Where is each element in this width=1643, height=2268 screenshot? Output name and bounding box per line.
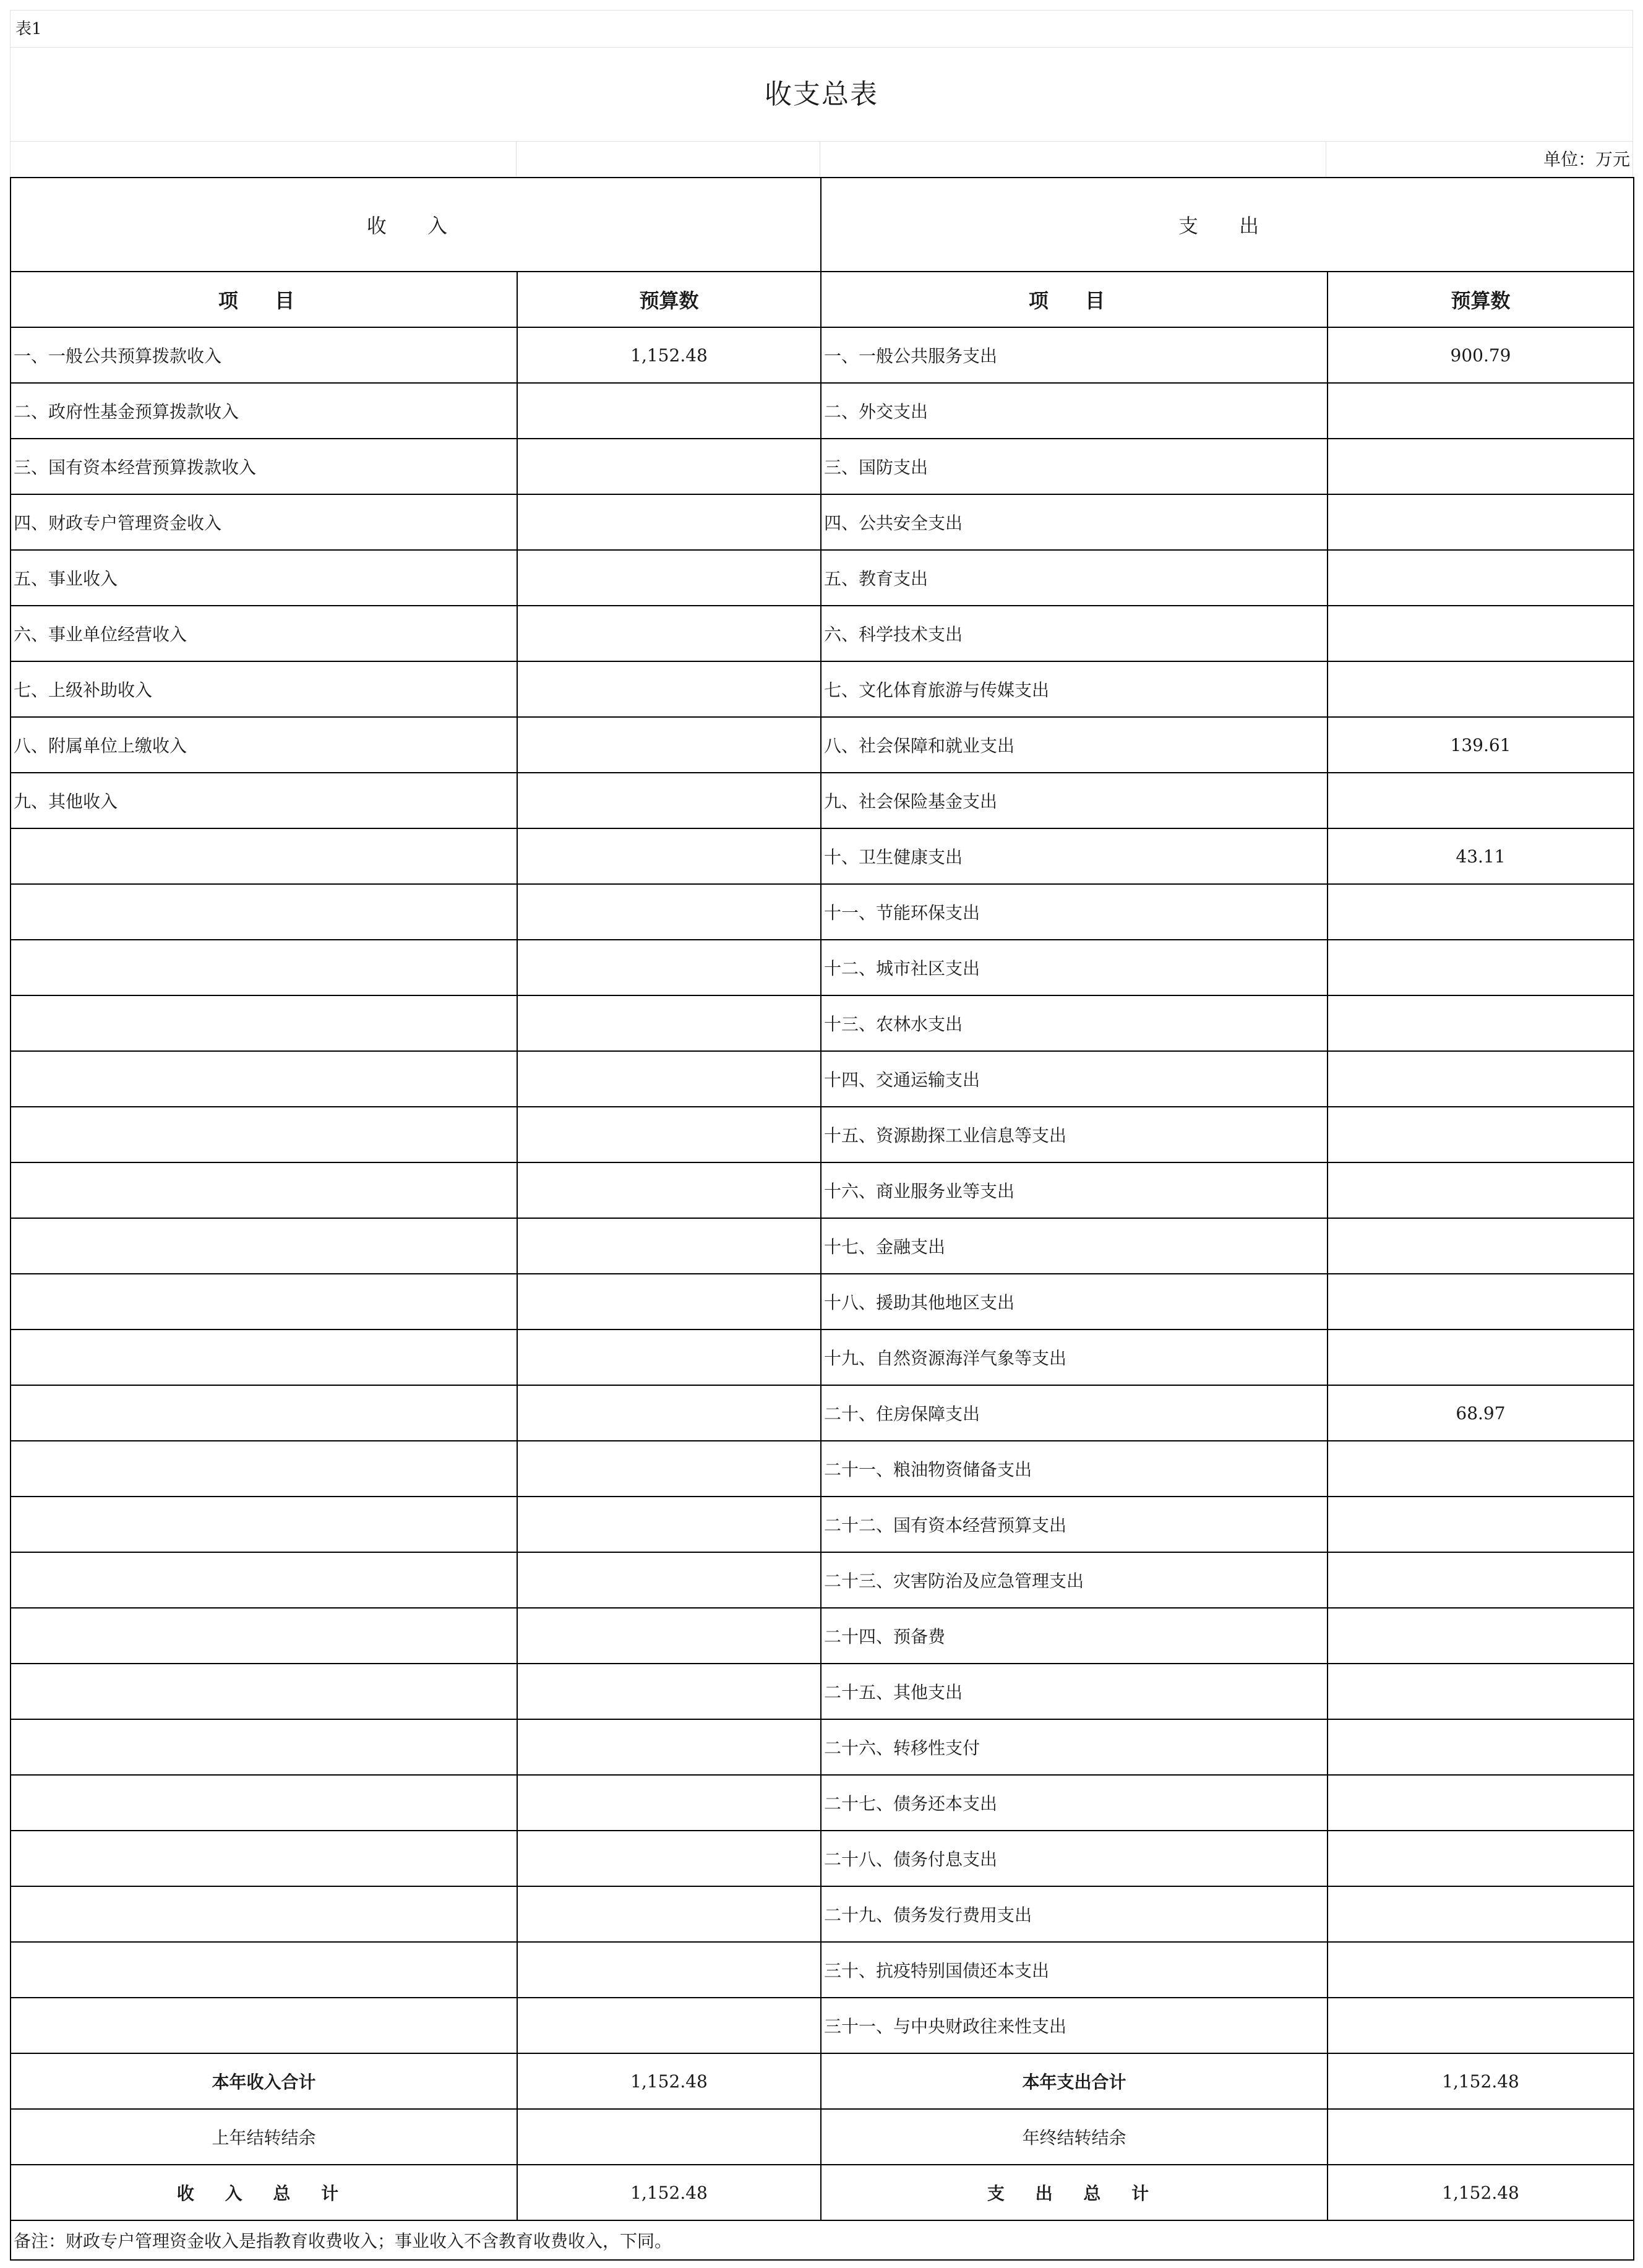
income-carryover-amount <box>517 2109 821 2165</box>
income-amount <box>517 1608 821 1664</box>
table-row <box>11 717 1634 773</box>
income-item: 六、事业单位经营收入 <box>11 606 517 661</box>
expense-amount <box>1328 606 1634 661</box>
expense-item: 五、教育支出 <box>821 550 1328 606</box>
expense-item: 十七、金融支出 <box>821 1218 1328 1274</box>
income-amount <box>517 1385 821 1441</box>
table-row <box>11 1886 1634 1942</box>
income-item <box>11 1831 517 1886</box>
income-amount <box>517 1218 821 1274</box>
income-amount <box>517 1775 821 1831</box>
unit-label: 单位：万元 <box>1543 149 1630 170</box>
income-item <box>11 884 517 940</box>
expense-amount <box>1328 494 1634 550</box>
header-income-item: 项 目 <box>11 272 517 327</box>
income-amount <box>517 383 821 439</box>
expense-amount <box>1328 1775 1634 1831</box>
income-item <box>11 1552 517 1608</box>
expense-year-total-label: 本年支出合计 <box>821 2053 1328 2109</box>
income-amount <box>517 494 821 550</box>
table-row <box>11 661 1634 717</box>
table-row <box>11 1274 1634 1329</box>
expense-amount <box>1328 1497 1634 1552</box>
income-amount <box>517 1886 821 1942</box>
income-item: 五、事业收入 <box>11 550 517 606</box>
expense-item: 十六、商业服务业等支出 <box>821 1162 1328 1218</box>
income-item <box>11 995 517 1051</box>
expense-item: 二十四、预备费 <box>821 1608 1328 1664</box>
income-item <box>11 828 517 884</box>
expense-amount <box>1328 1608 1634 1664</box>
income-amount <box>517 940 821 995</box>
column-header-row <box>11 272 1634 327</box>
income-grand-total-amount: 1,152.48 <box>517 2165 821 2220</box>
expense-grand-total-amount: 1,152.48 <box>1328 2165 1634 2220</box>
spreadsheet <box>10 10 1633 2261</box>
expense-item: 十、卫生健康支出 <box>821 828 1328 884</box>
income-item: 七、上级补助收入 <box>11 661 517 717</box>
page-title: 收支总表 <box>765 79 878 110</box>
expense-item: 二十二、国有资本经营预算支出 <box>821 1497 1328 1552</box>
expense-amount <box>1328 1218 1634 1274</box>
income-item <box>11 1497 517 1552</box>
expense-item: 十三、农林水支出 <box>821 995 1328 1051</box>
income-item: 二、政府性基金预算拨款收入 <box>11 383 517 439</box>
table-row <box>11 1664 1634 1719</box>
table-row <box>11 327 1634 383</box>
expense-item: 二十六、转移性支付 <box>821 1719 1328 1775</box>
table-row <box>11 1831 1634 1886</box>
expense-item: 十一、节能环保支出 <box>821 884 1328 940</box>
table-row <box>11 1162 1634 1218</box>
blank-cell <box>11 142 517 177</box>
income-item <box>11 1942 517 1998</box>
income-amount <box>517 884 821 940</box>
unit-row <box>10 141 1633 177</box>
table-row <box>11 606 1634 661</box>
expense-item: 九、社会保险基金支出 <box>821 773 1328 828</box>
note-row <box>11 2220 1634 2260</box>
table-label: 表1 <box>15 20 42 38</box>
table-row <box>11 1497 1634 1552</box>
title-row <box>10 47 1633 141</box>
expense-item: 二十、住房保障支出 <box>821 1385 1328 1441</box>
table-row <box>11 550 1634 606</box>
expense-amount <box>1328 383 1634 439</box>
expense-item: 三、国防支出 <box>821 439 1328 494</box>
table-row <box>11 1385 1634 1441</box>
expense-amount: 900.79 <box>1328 327 1634 383</box>
table-row <box>11 1051 1634 1107</box>
income-item: 三、国有资本经营预算拨款收入 <box>11 439 517 494</box>
income-item <box>11 1775 517 1831</box>
income-amount <box>517 606 821 661</box>
expense-item: 二十七、债务还本支出 <box>821 1775 1328 1831</box>
expense-amount <box>1328 995 1634 1051</box>
expense-amount: 139.61 <box>1328 717 1634 773</box>
table-row <box>11 884 1634 940</box>
income-year-total-amount: 1,152.48 <box>517 2053 821 2109</box>
expense-item: 四、公共安全支出 <box>821 494 1328 550</box>
expense-item: 六、科学技术支出 <box>821 606 1328 661</box>
expense-item: 二十五、其他支出 <box>821 1664 1328 1719</box>
income-amount <box>517 550 821 606</box>
table-row <box>11 1942 1634 1998</box>
income-amount <box>517 773 821 828</box>
carryover-row <box>11 2109 1634 2165</box>
income-amount <box>517 1552 821 1608</box>
expense-item: 十五、资源勘探工业信息等支出 <box>821 1107 1328 1162</box>
section-expense: 支 出 <box>821 178 1634 272</box>
expense-item: 二十九、债务发行费用支出 <box>821 1886 1328 1942</box>
expense-amount: 68.97 <box>1328 1385 1634 1441</box>
income-amount <box>517 995 821 1051</box>
table-row <box>11 995 1634 1051</box>
income-item: 一、一般公共预算拨款收入 <box>11 327 517 383</box>
expense-year-total-amount: 1,152.48 <box>1328 2053 1634 2109</box>
table-row <box>11 1218 1634 1274</box>
income-item <box>11 1608 517 1664</box>
income-amount <box>517 439 821 494</box>
expense-amount <box>1328 884 1634 940</box>
expense-item: 七、文化体育旅游与传媒支出 <box>821 661 1328 717</box>
note-text: 备注：财政专户管理资金收入是指教育收费收入；事业收入不含教育收费收入，下同。 <box>11 2220 1634 2260</box>
income-item <box>11 1051 517 1107</box>
income-item <box>11 1886 517 1942</box>
blank-cell <box>517 142 820 177</box>
income-item <box>11 1441 517 1497</box>
income-amount <box>517 1329 821 1385</box>
expense-amount <box>1328 1719 1634 1775</box>
expense-item: 十四、交通运输支出 <box>821 1051 1328 1107</box>
income-amount <box>517 1107 821 1162</box>
income-carryover-label: 上年结转结余 <box>11 2109 517 2165</box>
expense-amount <box>1328 1886 1634 1942</box>
expense-item: 十二、城市社区支出 <box>821 940 1328 995</box>
expense-amount <box>1328 1552 1634 1608</box>
income-amount <box>517 1831 821 1886</box>
expense-amount <box>1328 1329 1634 1385</box>
expense-item: 一、一般公共服务支出 <box>821 327 1328 383</box>
table-row <box>11 1775 1634 1831</box>
blank-cell <box>820 142 1326 177</box>
income-year-total-label: 本年收入合计 <box>11 2053 517 2109</box>
table-row <box>11 439 1634 494</box>
expense-amount <box>1328 940 1634 995</box>
income-item <box>11 1998 517 2053</box>
income-amount <box>517 1942 821 1998</box>
income-amount <box>517 1998 821 2053</box>
income-amount <box>517 1719 821 1775</box>
table-row <box>11 494 1634 550</box>
table-row <box>11 383 1634 439</box>
income-amount <box>517 1441 821 1497</box>
income-amount <box>517 1162 821 1218</box>
income-item <box>11 1274 517 1329</box>
income-item <box>11 1162 517 1218</box>
grand-total-row <box>11 2165 1634 2220</box>
budget-table <box>10 177 1634 2261</box>
expense-amount <box>1328 1162 1634 1218</box>
income-item <box>11 1664 517 1719</box>
income-grand-total-label: 收 入 总 计 <box>11 2165 517 2220</box>
expense-amount <box>1328 1107 1634 1162</box>
expense-item: 十九、自然资源海洋气象等支出 <box>821 1329 1328 1385</box>
income-amount <box>517 1051 821 1107</box>
year-total-row <box>11 2053 1634 2109</box>
header-expense-amount: 预算数 <box>1328 272 1634 327</box>
expense-carryover-amount <box>1328 2109 1634 2165</box>
income-amount: 1,152.48 <box>517 327 821 383</box>
expense-amount <box>1328 550 1634 606</box>
table-label-row <box>10 10 1633 47</box>
income-amount <box>517 1274 821 1329</box>
table-row <box>11 828 1634 884</box>
income-amount <box>517 828 821 884</box>
table-row <box>11 1998 1634 2053</box>
table-row <box>11 1608 1634 1664</box>
expense-amount <box>1328 1831 1634 1886</box>
income-item <box>11 1107 517 1162</box>
income-item: 九、其他收入 <box>11 773 517 828</box>
expense-amount <box>1328 1274 1634 1329</box>
header-expense-item: 项 目 <box>821 272 1328 327</box>
expense-item: 二十一、粮油物资储备支出 <box>821 1441 1328 1497</box>
expense-item: 二十八、债务付息支出 <box>821 1831 1328 1886</box>
income-amount <box>517 1497 821 1552</box>
income-item <box>11 1719 517 1775</box>
expense-amount <box>1328 1942 1634 1998</box>
income-item <box>11 1218 517 1274</box>
expense-item: 二、外交支出 <box>821 383 1328 439</box>
expense-item: 十八、援助其他地区支出 <box>821 1274 1328 1329</box>
header-income-amount: 预算数 <box>517 272 821 327</box>
section-income: 收 入 <box>11 178 821 272</box>
table-row <box>11 1719 1634 1775</box>
expense-amount <box>1328 773 1634 828</box>
section-header-row <box>11 178 1634 272</box>
expense-amount <box>1328 1051 1634 1107</box>
table-row <box>11 1552 1634 1608</box>
income-item: 四、财政专户管理资金收入 <box>11 494 517 550</box>
income-item <box>11 940 517 995</box>
expense-item: 二十三、灾害防治及应急管理支出 <box>821 1552 1328 1608</box>
table-row <box>11 773 1634 828</box>
expense-item: 三十一、与中央财政往来性支出 <box>821 1998 1328 2053</box>
expense-grand-total-label: 支 出 总 计 <box>821 2165 1328 2220</box>
table-row <box>11 1329 1634 1385</box>
expense-amount <box>1328 439 1634 494</box>
income-item <box>11 1385 517 1441</box>
expense-amount <box>1328 1441 1634 1497</box>
income-amount <box>517 1664 821 1719</box>
income-amount <box>517 661 821 717</box>
expense-item: 八、社会保障和就业支出 <box>821 717 1328 773</box>
expense-amount <box>1328 1664 1634 1719</box>
expense-item: 三十、抗疫特别国债还本支出 <box>821 1942 1328 1998</box>
income-amount <box>517 717 821 773</box>
table-row <box>11 1441 1634 1497</box>
expense-amount <box>1328 1998 1634 2053</box>
expense-carryover-label: 年终结转结余 <box>821 2109 1328 2165</box>
table-row <box>11 1107 1634 1162</box>
income-item: 八、附属单位上缴收入 <box>11 717 517 773</box>
expense-amount: 43.11 <box>1328 828 1634 884</box>
table-row <box>11 940 1634 995</box>
expense-amount <box>1328 661 1634 717</box>
income-item <box>11 1329 517 1385</box>
